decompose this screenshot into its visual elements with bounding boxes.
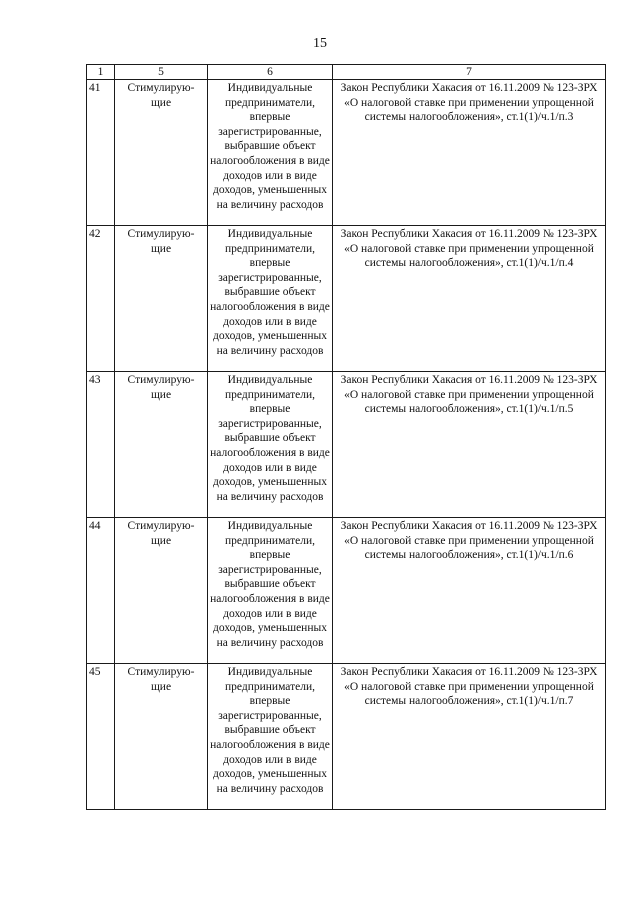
page-number: 15	[313, 36, 327, 51]
table-row	[87, 80, 606, 226]
legal-reference: Закон Республики Хакасия от 16.11.2009 № 123-ЗРХ «О налоговой ставке при применении упрощенной системы налогообложения», ст.1(1)/ч.1/п.3	[333, 80, 606, 226]
table-header-row	[87, 65, 606, 80]
header-col-7: 7	[333, 65, 606, 80]
header-col-5: 5	[115, 65, 208, 80]
benefit-type: Стимулирую- щие	[115, 518, 208, 664]
row-number: 41	[87, 80, 115, 226]
benefit-subject: Индивидуальные предприниматели, впервые зарегистрированные, выбравшие объект налогообложения в виде доходов или в виде доходов, уменьшенных на величину расходов	[208, 372, 333, 518]
row-number: 42	[87, 226, 115, 372]
legal-reference: Закон Республики Хакасия от 16.11.2009 № 123-ЗРХ «О налоговой ставке при применении упрощенной системы налогообложения», ст.1(1)/ч.1/п.4	[333, 226, 606, 372]
benefit-type: Стимулирую- щие	[115, 226, 208, 372]
row-number: 45	[87, 664, 115, 810]
row-number: 44	[87, 518, 115, 664]
legal-reference: Закон Республики Хакасия от 16.11.2009 № 123-ЗРХ «О налоговой ставке при применении упрощенной системы налогообложения», ст.1(1)/ч.1/п.7	[333, 664, 606, 810]
benefit-type: Стимулирую- щие	[115, 664, 208, 810]
benefit-subject: Индивидуальные предприниматели, впервые зарегистрированные, выбравшие объект налогообложения в виде доходов или в виде доходов, уменьшенных на величину расходов	[208, 226, 333, 372]
benefit-type: Стимулирую- щие	[115, 80, 208, 226]
legal-reference: Закон Республики Хакасия от 16.11.2009 № 123-ЗРХ «О налоговой ставке при применении упрощенной системы налогообложения», ст.1(1)/ч.1/п.5	[333, 372, 606, 518]
tax-benefits-table	[86, 64, 606, 810]
table-row	[87, 226, 606, 372]
legal-reference: Закон Республики Хакасия от 16.11.2009 № 123-ЗРХ «О налоговой ставке при применении упрощенной системы налогообложения», ст.1(1)/ч.1/п.6	[333, 518, 606, 664]
benefit-subject: Индивидуальные предприниматели, впервые зарегистрированные, выбравшие объект налогообложения в виде доходов или в виде доходов, уменьшенных на величину расходов	[208, 518, 333, 664]
header-col-6: 6	[208, 65, 333, 80]
table-row	[87, 372, 606, 518]
benefit-subject: Индивидуальные предприниматели, впервые зарегистрированные, выбравшие объект налогообложения в виде доходов или в виде доходов, уменьшенных на величину расходов	[208, 80, 333, 226]
benefit-type: Стимулирую- щие	[115, 372, 208, 518]
header-col-1: 1	[87, 65, 115, 80]
benefit-subject: Индивидуальные предприниматели, впервые зарегистрированные, выбравшие объект налогообложения в виде доходов или в виде доходов, уменьшенных на величину расходов	[208, 664, 333, 810]
row-number: 43	[87, 372, 115, 518]
table-row	[87, 518, 606, 664]
table-row	[87, 664, 606, 810]
